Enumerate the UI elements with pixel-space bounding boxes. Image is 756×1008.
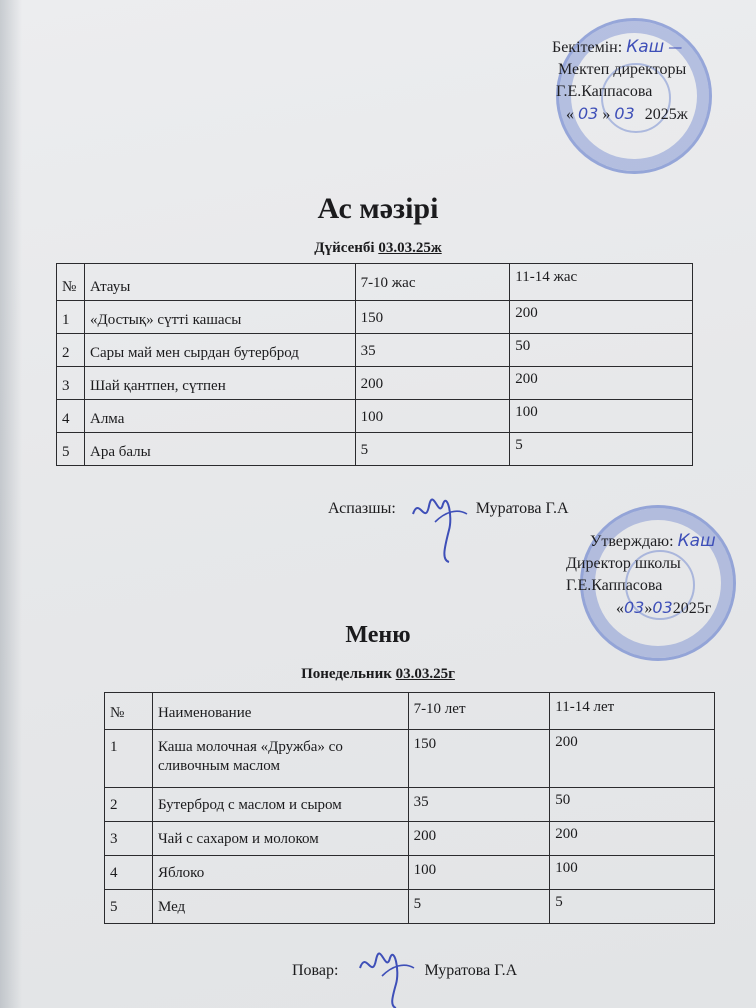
cook-signature-kz — [405, 486, 475, 566]
table-cell: 200 — [408, 822, 550, 856]
table-header-row — [57, 264, 693, 301]
table-cell: 1 — [105, 730, 153, 788]
approval-ru-day: 03 — [624, 598, 645, 617]
approval-ru-line2: Директор школы — [566, 555, 681, 572]
table-cell: 100 — [355, 400, 510, 433]
approval-kz-day: 03 — [578, 104, 599, 123]
table-row — [57, 334, 693, 367]
table-cell: 5 — [105, 890, 153, 924]
approval-ru-year: 2025г — [672, 600, 712, 617]
table-cell: 35 — [355, 334, 510, 367]
table-cell: 50 — [550, 788, 715, 822]
table-cell: Сары май мен сырдан бутерброд — [84, 334, 355, 367]
table-cell: Ара балы — [84, 433, 355, 466]
director-signature-kz: Каш — [626, 37, 665, 57]
approval-kz-month: 03 — [614, 104, 635, 123]
table-cell: 2 — [105, 788, 153, 822]
table-row — [105, 890, 715, 924]
approval-block-ru — [566, 530, 716, 620]
ru-weekday: Понедельник — [301, 666, 392, 682]
approval-ru-line3: Г.Е.Каппасова — [566, 577, 663, 594]
header-cell: 7-10 лет — [408, 693, 550, 730]
approval-kz-line2: Мектеп директоры — [558, 61, 687, 78]
table-cell: 5 — [510, 433, 693, 466]
kz-weekday: Дүйсенбі — [314, 240, 375, 256]
table-row — [57, 400, 693, 433]
table-cell: 5 — [355, 433, 510, 466]
header-cell: Атауы — [84, 264, 355, 301]
kz-cook-name: Муратова Г.А — [475, 500, 569, 517]
table-cell: 4 — [57, 400, 85, 433]
kz-menu-table — [56, 263, 693, 466]
table-row — [105, 788, 715, 822]
header-cell: 11-14 лет — [550, 693, 715, 730]
table-row — [57, 433, 693, 466]
quote-close: » — [644, 600, 653, 617]
approval-kz-year: 2025ж — [644, 106, 688, 123]
table-row — [57, 367, 693, 400]
table-cell: Мед — [152, 890, 408, 924]
table-row — [105, 730, 715, 788]
table-cell: 100 — [408, 856, 550, 890]
table-cell: 200 — [550, 730, 715, 788]
ru-menu-table — [104, 692, 715, 924]
table-cell: 50 — [510, 334, 693, 367]
director-signature-ru: Каш — [677, 531, 716, 551]
header-cell: № — [57, 264, 85, 301]
kz-cook-label: Аспазшы: — [328, 500, 396, 517]
table-cell: 200 — [510, 301, 693, 334]
table-cell: Каша молочная «Дружба» со сливочным маслом — [152, 730, 408, 788]
table-row — [105, 856, 715, 890]
approval-ru-line1: Утверждаю: — [590, 533, 674, 550]
quote-open: « — [566, 106, 574, 123]
table-row — [105, 822, 715, 856]
table-cell: Шай қантпен, сүтпен — [84, 367, 355, 400]
ru-menu-title: Меню — [345, 622, 411, 648]
approval-ru-month: 03 — [652, 598, 673, 617]
table-cell: 150 — [408, 730, 550, 788]
table-cell: 1 — [57, 301, 85, 334]
table-header-row — [105, 693, 715, 730]
table-cell: Бутерброд с маслом и сыром — [152, 788, 408, 822]
table-cell: 100 — [510, 400, 693, 433]
kz-date: 03.03.25ж — [378, 240, 442, 256]
table-cell: 2 — [57, 334, 85, 367]
header-cell: 7-10 жас — [355, 264, 510, 301]
ru-cook-label: Повар: — [292, 962, 339, 979]
table-cell: 200 — [550, 822, 715, 856]
table-cell: 200 — [355, 367, 510, 400]
table-cell: 5 — [57, 433, 85, 466]
ru-date: 03.03.25г — [395, 666, 455, 682]
table-cell: 150 — [355, 301, 510, 334]
kz-menu-subtitle — [0, 240, 756, 257]
table-cell: 100 — [550, 856, 715, 890]
table-cell: 4 — [105, 856, 153, 890]
table-cell: 3 — [57, 367, 85, 400]
approval-kz-line3: Г.Е.Каппасова — [556, 83, 653, 100]
table-row — [57, 301, 693, 334]
header-cell: № — [105, 693, 153, 730]
table-cell: Яблоко — [152, 856, 408, 890]
approval-kz-line1: Бекітемін: — [552, 39, 623, 56]
table-cell: 3 — [105, 822, 153, 856]
quote-open: « — [616, 600, 624, 617]
table-cell: 5 — [408, 890, 550, 924]
ru-menu-subtitle — [0, 666, 756, 683]
header-cell: 11-14 жас — [510, 264, 693, 301]
table-cell: «Достық» сүтті кашасы — [84, 301, 355, 334]
table-cell: 35 — [408, 788, 550, 822]
cook-signature-ru — [352, 942, 422, 1008]
table-cell: 5 — [550, 890, 715, 924]
approval-block-kz: Бекітемін: Каш — Мектеп директоры Г.Е.Каппасова « 03 » 03 2025ж — [548, 36, 688, 126]
header-cell: Наименование — [152, 693, 408, 730]
page-shadow-edge — [0, 0, 22, 1008]
table-cell: Чай с сахаром и молоком — [152, 822, 408, 856]
table-cell: 200 — [510, 367, 693, 400]
ru-cook-name: Муратова Г.А — [424, 962, 518, 979]
quote-close: » — [602, 106, 611, 123]
table-cell: Алма — [84, 400, 355, 433]
kz-menu-title: Ас мәзірі — [317, 192, 439, 225]
